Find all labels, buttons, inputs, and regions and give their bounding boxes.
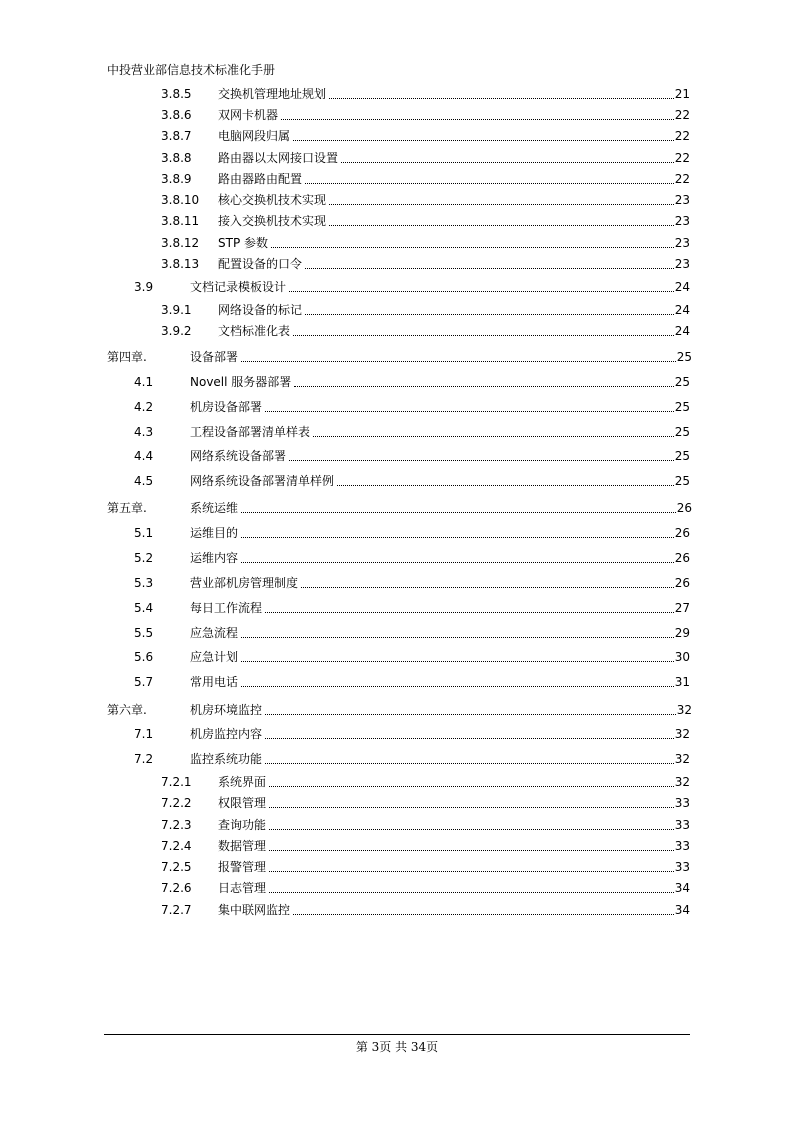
toc-entry-title: 日志管理 [218, 881, 267, 895]
toc-entry[interactable] [134, 726, 690, 742]
toc-entry-title: 营业部机房管理制度 [190, 576, 299, 590]
toc-entry-number: 4.3 [134, 425, 154, 439]
toc-leader-dots [241, 361, 676, 362]
toc-entry-title: 文档记录模板设计 [190, 280, 287, 294]
toc-entry-number: 5.2 [134, 551, 154, 565]
toc-entry-page: 26 [676, 501, 692, 515]
toc-entry[interactable] [161, 902, 690, 918]
toc-leader-dots [269, 829, 674, 830]
toc-entry-page: 22 [674, 129, 690, 143]
toc-entry[interactable] [134, 625, 690, 641]
toc-leader-dots [281, 119, 674, 120]
toc-chapter-entry[interactable] [107, 349, 692, 365]
toc-entry-title: 集中联网监控 [218, 903, 291, 917]
toc-entry-title: 交换机管理地址规划 [218, 87, 327, 101]
toc-entry[interactable] [134, 374, 690, 390]
toc-entry[interactable] [161, 86, 690, 102]
toc-chapter-title: 机房环境监控 [190, 703, 263, 717]
toc-entry-page: 25 [674, 425, 690, 439]
toc-entry-page: 33 [674, 796, 690, 810]
toc-entry-number: 4.5 [134, 474, 154, 488]
toc-entry-title: 工程设备部署清单样表 [190, 425, 311, 439]
toc-entry-title: 网络系统设备部署 [190, 449, 287, 463]
toc-entry-page: 23 [674, 257, 690, 271]
toc-entry[interactable] [161, 128, 690, 144]
toc-entry-title: 运维目的 [190, 526, 239, 540]
toc-chapter-title: 设备部署 [190, 350, 239, 364]
toc-entry-page: 34 [674, 881, 690, 895]
toc-entry[interactable] [134, 525, 690, 541]
toc-entry[interactable] [134, 575, 690, 591]
toc-entry[interactable] [161, 838, 690, 854]
toc-entry-number: 3.8.12 [161, 236, 200, 250]
toc-entry-title: 核心交换机技术实现 [218, 193, 327, 207]
toc-entry[interactable] [161, 171, 690, 187]
toc-entry[interactable] [161, 817, 690, 833]
toc-leader-dots [289, 291, 674, 292]
toc-leader-dots [269, 871, 674, 872]
toc-entry-title: 电脑网段归属 [218, 129, 291, 143]
toc-entry[interactable] [134, 448, 690, 464]
toc-leader-dots [305, 183, 674, 184]
toc-entry-number: 3.9 [134, 280, 154, 294]
toc-entry-number: 4.2 [134, 400, 154, 414]
toc-leader-dots [337, 485, 674, 486]
toc-entry-title: 数据管理 [218, 839, 267, 853]
toc-chapter-number: 第六章. [107, 703, 147, 717]
toc-leader-dots [329, 98, 674, 99]
toc-entry-number: 7.2 [134, 752, 154, 766]
toc-entry[interactable] [161, 107, 690, 123]
toc-leader-dots [241, 512, 676, 513]
toc-chapter-title: 系统运维 [190, 501, 239, 515]
footer-divider [104, 1034, 690, 1035]
toc-leader-dots [341, 162, 674, 163]
toc-leader-dots [265, 763, 674, 764]
toc-entry-page: 26 [674, 576, 690, 590]
toc-entry-number: 5.6 [134, 650, 154, 664]
toc-entry-number: 3.9.1 [161, 303, 192, 317]
toc-entry-number: 7.2.3 [161, 818, 192, 832]
toc-leader-dots [289, 460, 674, 461]
toc-entry-title: 系统界面 [218, 775, 267, 789]
toc-entry-page: 33 [674, 839, 690, 853]
toc-entry[interactable] [161, 192, 690, 208]
toc-leader-dots [269, 892, 674, 893]
toc-entry-page: 29 [674, 626, 690, 640]
toc-entry[interactable] [161, 774, 690, 790]
toc-entry-page: 24 [674, 324, 690, 338]
toc-leader-dots [301, 587, 674, 588]
toc-entry-title: 接入交换机技术实现 [218, 214, 327, 228]
toc-entry[interactable] [134, 550, 690, 566]
toc-leader-dots [265, 612, 674, 613]
toc-entry-page: 32 [674, 775, 690, 789]
toc-entry[interactable] [161, 880, 690, 896]
toc-chapter-entry[interactable] [107, 500, 692, 516]
toc-entry-number: 4.1 [134, 375, 154, 389]
toc-entry[interactable] [161, 323, 690, 339]
toc-entry[interactable] [161, 256, 690, 272]
toc-entry-page: 32 [674, 752, 690, 766]
footer-page-number: 第 3页 共 34页 [355, 1040, 439, 1054]
toc-entry-title: 文档标准化表 [218, 324, 291, 338]
toc-entry-number: 5.7 [134, 675, 154, 689]
toc-leader-dots [329, 225, 674, 226]
toc-leader-dots [241, 537, 674, 538]
toc-entry-page: 33 [674, 860, 690, 874]
toc-entry[interactable] [161, 213, 690, 229]
toc-entry-number: 3.8.8 [161, 151, 192, 165]
toc-leader-dots [269, 786, 674, 787]
toc-leader-dots [305, 314, 674, 315]
toc-leader-dots [271, 247, 674, 248]
toc-leader-dots [241, 637, 674, 638]
toc-entry-number: 7.2.6 [161, 881, 192, 895]
toc-entry-number: 7.1 [134, 727, 154, 741]
toc-leader-dots [241, 661, 674, 662]
toc-entry[interactable] [134, 279, 690, 295]
toc-entry-page: 21 [674, 87, 690, 101]
toc-entry-title: 运维内容 [190, 551, 239, 565]
toc-entry-number: 3.9.2 [161, 324, 192, 338]
toc-entry-page: 27 [674, 601, 690, 615]
toc-entry-title: 应急流程 [190, 626, 239, 640]
toc-entry[interactable] [161, 859, 690, 875]
toc-entry-page: 26 [674, 526, 690, 540]
toc-chapter-entry[interactable] [107, 702, 692, 718]
toc-entry-title: STP 参数 [218, 236, 268, 250]
toc-leader-dots [241, 562, 674, 563]
toc-entry[interactable] [134, 674, 690, 690]
toc-entry-page: 23 [674, 193, 690, 207]
toc-entry-page: 32 [676, 703, 692, 717]
toc-entry-page: 23 [674, 236, 690, 250]
toc-entry-number: 5.1 [134, 526, 154, 540]
toc-entry-number: 7.2.1 [161, 775, 192, 789]
toc-entry-title: 权限管理 [218, 796, 267, 810]
toc-entry[interactable] [134, 649, 690, 665]
toc-entry-title: 双网卡机器 [218, 108, 279, 122]
toc-entry[interactable] [161, 235, 690, 251]
toc-entry-title: 常用电话 [190, 675, 239, 689]
toc-entry-title: 应急计划 [190, 650, 239, 664]
toc-entry-number: 3.8.10 [161, 193, 200, 207]
toc-entry-page: 32 [674, 727, 690, 741]
toc-entry-page: 25 [674, 449, 690, 463]
toc-entry[interactable] [134, 399, 690, 415]
toc-entry-number: 5.5 [134, 626, 154, 640]
toc-leader-dots [294, 386, 673, 387]
toc-entry[interactable] [134, 600, 690, 616]
toc-leader-dots [265, 738, 674, 739]
toc-leader-dots [293, 140, 674, 141]
toc-leader-dots [293, 914, 674, 915]
toc-entry-title: Novell 服务器部署 [190, 375, 292, 389]
toc-entry-page: 22 [674, 172, 690, 186]
toc-entry-number: 3.8.5 [161, 87, 192, 101]
toc-entry-page: 23 [674, 214, 690, 228]
toc-entry-number: 3.8.6 [161, 108, 192, 122]
toc-entry[interactable] [134, 424, 690, 440]
toc-leader-dots [265, 411, 674, 412]
toc-entry-page: 33 [674, 818, 690, 832]
toc-entry-page: 24 [674, 280, 690, 294]
toc-entry-title: 路由器以太网接口设置 [218, 151, 339, 165]
toc-entry-page: 31 [674, 675, 690, 689]
toc-entry-title: 网络系统设备部署清单样例 [190, 474, 335, 488]
toc-chapter-number: 第五章. [107, 501, 147, 515]
toc-entry-title: 监控系统功能 [190, 752, 263, 766]
toc-entry-number: 3.8.9 [161, 172, 192, 186]
toc-entry-page: 25 [674, 400, 690, 414]
toc-entry-title: 机房监控内容 [190, 727, 263, 741]
toc-entry-title: 每日工作流程 [190, 601, 263, 615]
toc-entry[interactable] [134, 473, 690, 489]
toc-entry-number: 7.2.7 [161, 903, 192, 917]
toc-entry-number: 7.2.5 [161, 860, 192, 874]
toc-leader-dots [313, 436, 674, 437]
document-header-title: 中投营业部信息技术标准化手册 [107, 63, 276, 77]
toc-entry-page: 22 [674, 151, 690, 165]
toc-entry-title: 查询功能 [218, 818, 267, 832]
toc-entry-page: 24 [674, 303, 690, 317]
toc-entry-page: 30 [674, 650, 690, 664]
toc-entry[interactable] [134, 751, 690, 767]
toc-entry-number: 3.8.7 [161, 129, 192, 143]
toc-entry-title: 报警管理 [218, 860, 267, 874]
toc-entry[interactable] [161, 302, 690, 318]
toc-entry-page: 26 [674, 551, 690, 565]
toc-entry-number: 5.3 [134, 576, 154, 590]
toc-leader-dots [305, 268, 674, 269]
toc-entry-title: 网络设备的标记 [218, 303, 303, 317]
toc-entry-page: 25 [674, 375, 690, 389]
toc-leader-dots [265, 714, 676, 715]
toc-entry-page: 22 [674, 108, 690, 122]
toc-leader-dots [269, 850, 674, 851]
toc-entry-number: 3.8.11 [161, 214, 200, 228]
toc-leader-dots [329, 204, 674, 205]
toc-entry-title: 路由器路由配置 [218, 172, 303, 186]
toc-leader-dots [241, 686, 674, 687]
toc-entry-number: 3.8.13 [161, 257, 200, 271]
toc-entry-number: 5.4 [134, 601, 154, 615]
toc-entry[interactable] [161, 150, 690, 166]
toc-leader-dots [293, 335, 674, 336]
toc-entry-title: 机房设备部署 [190, 400, 263, 414]
toc-entry-page: 25 [674, 474, 690, 488]
toc-entry-page: 34 [674, 903, 690, 917]
toc-entry-number: 7.2.2 [161, 796, 192, 810]
toc-entry[interactable] [161, 795, 690, 811]
toc-chapter-number: 第四章. [107, 350, 147, 364]
toc-entry-number: 4.4 [134, 449, 154, 463]
toc-entry-page: 25 [676, 350, 692, 364]
toc-entry-title: 配置设备的口令 [218, 257, 303, 271]
toc-leader-dots [269, 807, 674, 808]
toc-entry-number: 7.2.4 [161, 839, 192, 853]
